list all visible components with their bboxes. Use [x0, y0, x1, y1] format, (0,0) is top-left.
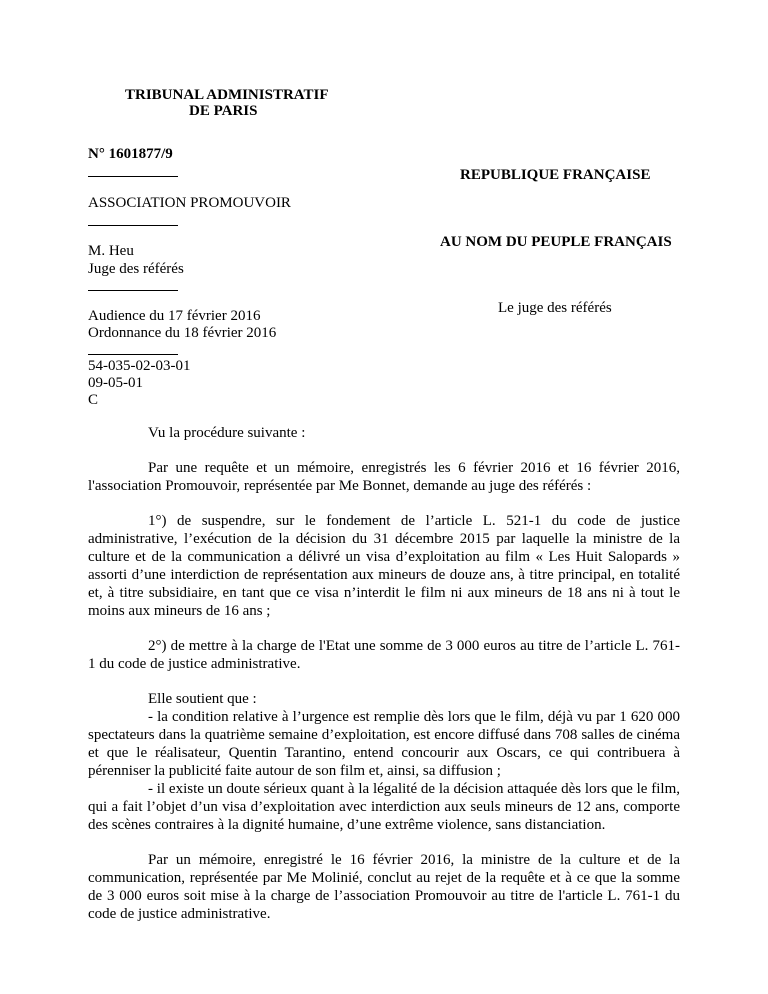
republic-heading: REPUBLIQUE FRANÇAISE: [460, 167, 651, 183]
judge-title: Le juge des référés: [498, 300, 612, 316]
request-point-2: 2°) de mettre à la charge de l'Etat une somme de 3 000 euros au titre de l’article L. 761-1 du code de justice administrative.: [88, 638, 680, 672]
court-name-line1: TRIBUNAL ADMINISTRATIF: [125, 87, 329, 103]
ministry-paragraph: Par un mémoire, enregistré le 16 février 2016, la ministre de la culture et de la communication, représentée par Me Molinié, conclut au rejet de la requête et à ce que la somme de 3 000 euros soit mise à la charge de l’association Promouvoir au titre de l'article L. 761-1 du code de justice administrative.: [88, 852, 680, 922]
divider: [88, 290, 178, 291]
court-name-line2: DE PARIS: [189, 103, 258, 119]
case-number: N° 1601877/9: [88, 146, 173, 162]
divider: [88, 176, 178, 177]
intro-paragraph: Vu la procédure suivante :: [148, 425, 306, 441]
party-name: ASSOCIATION PROMOUVOIR: [88, 195, 291, 211]
classification-code-3: C: [88, 392, 99, 408]
judge-role: Juge des référés: [88, 261, 184, 277]
hearing-date: Audience du 17 février 2016: [88, 308, 261, 324]
order-date: Ordonnance du 18 février 2016: [88, 325, 277, 341]
request-point-1: 1°) de suspendre, sur le fondement de l’article L. 521-1 du code de justice administrative, l’exécution de la décision du 31 décembre 2015 par laquelle la ministre de la culture et de la communication a délivré un visa d’exploitation au film « Les Huit Salopards » assorti d’une interdiction de représentation aux mineurs de douze ans, à titre principal, en totalité et, à titre subsidiaire, en tant que ce visa n’interdit le film ni aux mineurs de 18 ans ni à tout le moins aux mineurs de 16 ans ;: [88, 513, 680, 619]
document-body: [88, 424, 680, 923]
judge-name: M. Heu: [88, 243, 134, 259]
divider: [88, 225, 178, 226]
in-the-name-heading: AU NOM DU PEUPLE FRANÇAIS: [440, 234, 672, 250]
classification-code-1: 54-035-02-03-01: [88, 358, 191, 374]
request-paragraph: Par une requête et un mémoire, enregistrés les 6 février 2016 et 16 février 2016, l'association Promouvoir, représentée par Me Bonnet, demande au juge des référés :: [88, 460, 680, 494]
claim-urgency: - la condition relative à l’urgence est remplie dès lors que le film, déjà vu par 1 620 000 spectateurs dans la quatrième semaine d’exploitation, est encore diffusé dans 708 salles de cinéma et que le réalisateur, Quentin Tarantino, entend concourir aux Oscars, ce qui contribuera à pérenniser la publicité faite autour de son film et, ainsi, sa diffusion ;: [88, 709, 680, 779]
divider: [88, 354, 178, 355]
classification-code-2: 09-05-01: [88, 375, 143, 391]
claims-intro: Elle soutient que :: [148, 691, 257, 707]
claim-legality: - il existe un doute sérieux quant à la légalité de la décision attaquée dès lors que le film, qui a fait l’objet d’un visa d’exploitation avec interdiction aux seuls mineurs de 12 ans, comporte des scènes contraires à la dignité humaine, d’une extrême violence, sans distanciation.: [88, 781, 680, 833]
